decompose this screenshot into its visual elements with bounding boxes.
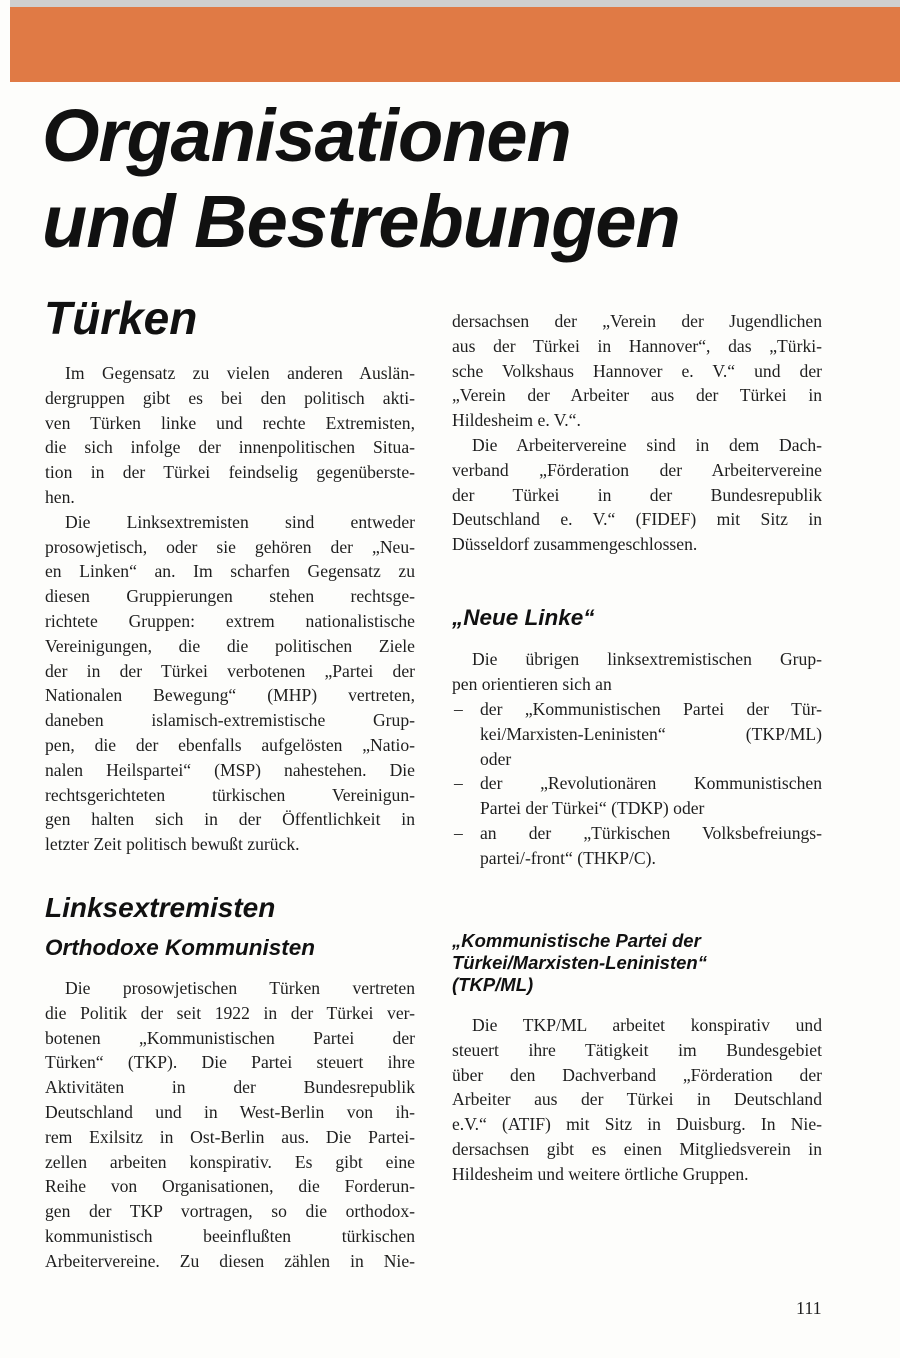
paragraph <box>45 976 415 1274</box>
text-line: e.V.“ (ATIF) mit Sitz in Duisburg. In Nie- <box>452 1114 822 1135</box>
text-line: daneben islamisch-extremistische Grup- <box>45 710 415 731</box>
text-line: gen der TKP vortragen, so die orthodox- <box>45 1201 415 1222</box>
text-line: Deutschland und in West-Berlin von ih- <box>45 1101 415 1122</box>
right-neue-intro <box>452 647 822 697</box>
text-line: richtete Gruppen: extrem nationalistische <box>45 610 415 631</box>
text-line: verband „Förderation der Arbeitervereine <box>452 459 822 480</box>
text-line: dersachsen gibt es einen Mitgliedsverein in <box>452 1138 822 1159</box>
text-line: pen orientieren sich an <box>452 673 612 694</box>
text-line: pen, die der ebenfalls aufgelösten „Natio- <box>45 734 415 755</box>
section-heading-tuerken: Türken <box>44 292 198 344</box>
text-line: dergruppen gibt es bei den politisch akti- <box>45 387 415 408</box>
left-intro <box>45 361 415 857</box>
right-tkp <box>452 1013 822 1187</box>
text-line: Partei der Türkei“ (TDKP) oder <box>480 798 705 819</box>
header-color-band <box>10 7 900 82</box>
text-line: Hildesheim e. V.“. <box>452 410 581 431</box>
paragraph <box>45 510 415 857</box>
paragraph <box>452 433 822 557</box>
list-item <box>452 697 822 771</box>
text-line: Deutschland e. V.“ (FIDEF) mit Sitz in <box>452 509 822 530</box>
text-line: prosowjetisch, oder sie gehören der „Neu- <box>45 536 415 557</box>
text-line: Die Arbeitervereine sind in dem Dach- <box>472 434 822 455</box>
text-line: sche Volkshaus Hannover e. V.“ und der <box>452 360 822 381</box>
paragraph <box>45 361 415 510</box>
text-line: an der „Türkischen Volksbefreiungs- <box>480 822 822 843</box>
text-line: steuert ihre Tätigkeit im Bundesgebiet <box>452 1039 822 1060</box>
paragraph <box>452 309 822 433</box>
text-line: die sich infolge der innenpolitischen Situa- <box>45 437 415 458</box>
text-line: kommunistisch beeinflußten türkischen <box>45 1225 415 1246</box>
text-line: ven Türken linke und rechte Extremisten, <box>45 412 415 433</box>
text-line: rechtsgerichteten türkischen Vereinigun- <box>45 784 415 805</box>
text-line: dersachsen der „Verein der Jugendlichen <box>452 311 822 331</box>
text-line: zellen arbeiten konspirativ. Es gibt eine <box>45 1151 415 1172</box>
paragraph <box>452 647 822 697</box>
text-line: partei/-front“ (THKP/C). <box>480 847 656 868</box>
text-line: gen halten sich in der Öffentlichkeit in <box>45 809 415 830</box>
text-line: Arbeitervereine. Zu diesen zählen in Nie- <box>45 1250 415 1271</box>
heading-tkp-ml-1: „Kommunistische Partei der <box>452 930 701 951</box>
text-line: Vereinigungen, die die politischen Ziele <box>45 635 415 656</box>
page-number: 111 <box>796 1298 822 1318</box>
text-line: Die TKP/ML arbeitet konspirativ und <box>472 1015 822 1035</box>
text-line: Nationalen Bewegung“ (MHP) vertreten, <box>45 685 415 706</box>
text-line: der „Kommunistischen Partei der Tür- <box>480 699 822 719</box>
text-line: nalen Heilspartei“ (MSP) nahestehen. Die <box>45 759 415 780</box>
text-line: Reihe von Organisationen, die Forderun- <box>45 1176 415 1197</box>
heading-tkp-ml-2: Türkei/Marxisten-Leninisten“ <box>452 952 707 973</box>
text-line: Im Gegensatz zu vielen anderen Auslän- <box>65 363 415 383</box>
text-line: Die übrigen linksextremistischen Grup- <box>472 649 822 669</box>
page-title-line1: Organisationen <box>42 94 571 177</box>
list-dash: – <box>454 773 463 794</box>
page-title-line2: und Bestrebungen <box>42 180 680 263</box>
text-line: der Türkei in der Bundesrepublik <box>452 484 822 505</box>
text-line: Hildesheim und weitere örtliche Gruppen. <box>452 1163 749 1184</box>
text-line: der „Revolutionären Kommunistischen <box>480 773 822 794</box>
heading-linksextremisten: Linksextremisten <box>45 892 276 923</box>
heading-tkp-ml-3: (TKP/ML) <box>452 974 534 995</box>
text-line: en Linken“ an. Im scharfen Gegensatz zu <box>45 561 415 582</box>
text-line: Düsseldorf zusammengeschlossen. <box>452 534 698 555</box>
list-dash: – <box>454 699 463 719</box>
text-line: diesen Gruppierungen stehen rechtsge- <box>45 586 415 607</box>
text-line: „Verein der Arbeiter aus der Türkei in <box>452 385 822 406</box>
text-line: kei/Marxisten-Leninisten“ (TKP/ML) <box>480 723 822 744</box>
text-line: botenen „Kommunistischen Partei der <box>45 1027 415 1048</box>
paragraph <box>452 1013 822 1187</box>
text-line: hen. <box>45 486 75 507</box>
text-line: über den Dachverband „Förderation der <box>452 1064 822 1085</box>
text-line: tion in der Türkei feindselig gegenüberste- <box>45 462 415 483</box>
list-item <box>452 821 822 871</box>
text-line: die Politik der seit 1922 in der Türkei ver- <box>45 1002 415 1023</box>
neue-linke-list <box>452 697 822 871</box>
right-top <box>452 309 822 557</box>
text-line: der in der Türkei verbotenen „Partei der <box>45 660 415 681</box>
left-orthodox <box>45 976 415 1274</box>
text-line: oder <box>480 748 512 769</box>
text-line: Die Linksextremisten sind entweder <box>65 511 415 532</box>
scan-edge <box>10 0 900 7</box>
text-line: Türken“ (TKP). Die Partei steuert ihre <box>45 1052 415 1073</box>
heading-neue-linke: „Neue Linke“ <box>452 605 595 630</box>
text-line: aus der Türkei in Hannover“, das „Türki- <box>452 335 822 356</box>
text-line: Die prosowjetischen Türken vertreten <box>65 978 415 998</box>
text-line: Arbeiter aus der Türkei in Deutschland <box>452 1089 822 1110</box>
text-line: Aktivitäten in der Bundesrepublik <box>45 1077 415 1098</box>
text-line: rem Exilsitz in Ost-Berlin aus. Die Partei- <box>45 1126 415 1147</box>
text-line: letzter Zeit politisch bewußt zurück. <box>45 834 300 855</box>
heading-orthodoxe-kommunisten: Orthodoxe Kommunisten <box>45 935 316 960</box>
list-dash: – <box>454 822 463 843</box>
list-item <box>452 771 822 821</box>
